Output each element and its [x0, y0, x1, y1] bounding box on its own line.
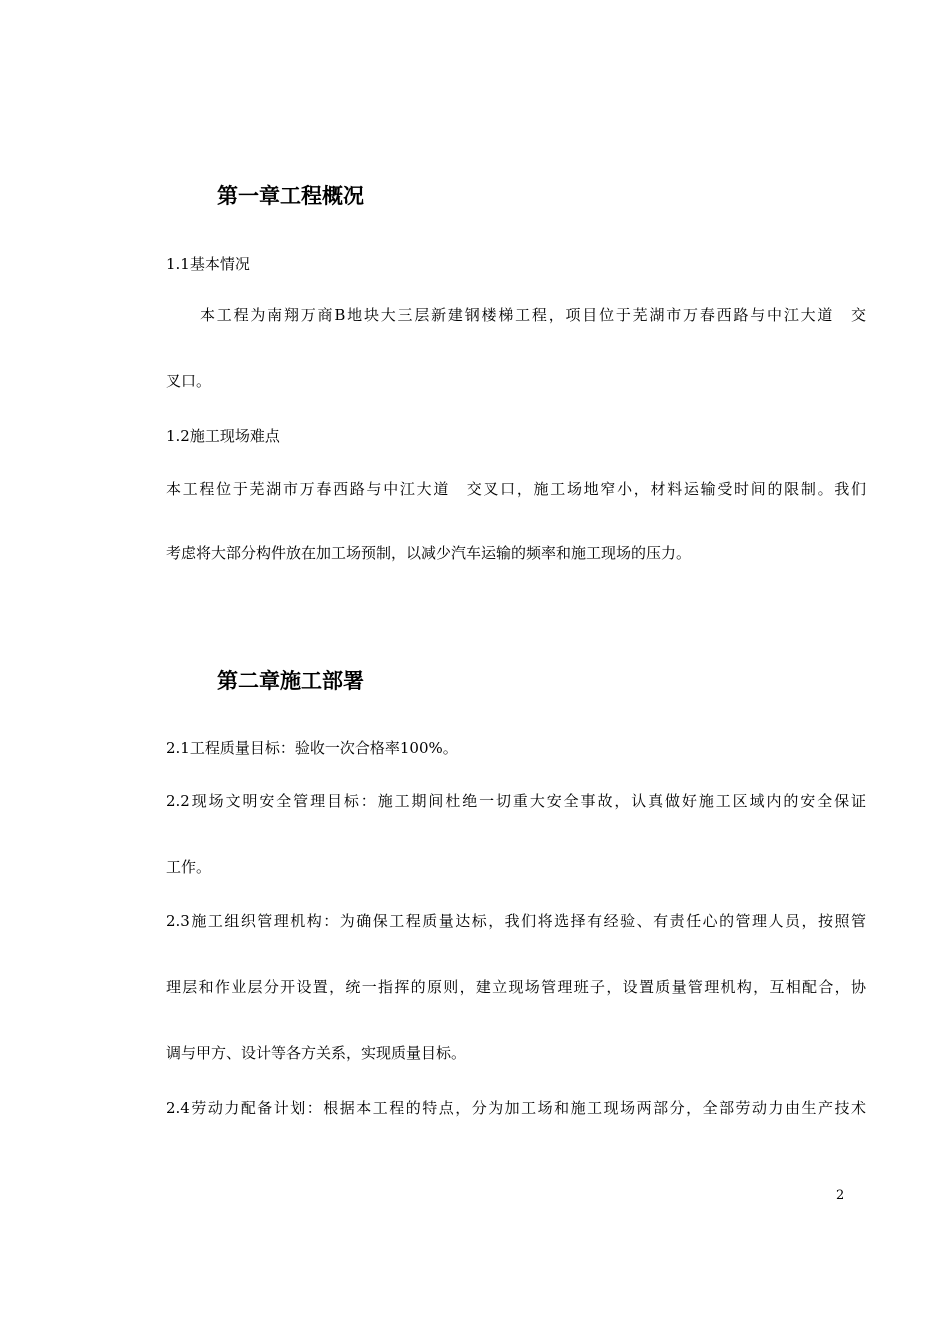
section-2-2-line-2: 工作。	[166, 858, 212, 876]
section-2-2-line-1: 2.2现场文明安全管理目标：施工期间杜绝一切重大安全事故，认真做好施工区域内的安全保证	[166, 792, 866, 810]
chapter-1-title: 第一章工程概况	[217, 184, 364, 208]
chapter-2-title: 第二章施工部署	[217, 669, 364, 693]
page-number: 2	[836, 1188, 845, 1203]
section-1-1-line-2: 叉口。	[166, 372, 212, 390]
section-1-2-heading: 1.2施工现场难点	[166, 427, 280, 445]
section-2-4-line-1: 2.4劳动力配备计划：根据本工程的特点，分为加工场和施工现场两部分，全部劳动力由生产技术	[166, 1099, 866, 1117]
section-1-1-line-1: 本工程为南翔万商B地块大三层新建钢楼梯工程，项目位于芜湖市万春西路与中江大道 交	[200, 306, 866, 324]
section-1-2-line-2: 考虑将大部分构件放在加工场预制，以减少汽车运输的频率和施工现场的压力。	[166, 544, 692, 562]
section-2-3-line-3: 调与甲方、设计等各方关系，实现质量目标。	[166, 1044, 467, 1062]
section-2-3-line-2: 理层和作业层分开设置，统一指挥的原则，建立现场管理班子，设置质量管理机构，互相配合，协	[166, 978, 866, 996]
section-2-3-line-1: 2.3施工组织管理机构：为确保工程质量达标，我们将选择有经验、有责任心的管理人员，按照管	[166, 912, 866, 930]
section-1-2-line-1: 本工程位于芜湖市万春西路与中江大道 交叉口，施工场地窄小，材料运输受时间的限制。我们	[166, 480, 866, 498]
section-2-1-paragraph: 2.1工程质量目标：验收一次合格率100%。	[166, 739, 458, 757]
section-1-1-heading: 1.1基本情况	[166, 255, 250, 273]
